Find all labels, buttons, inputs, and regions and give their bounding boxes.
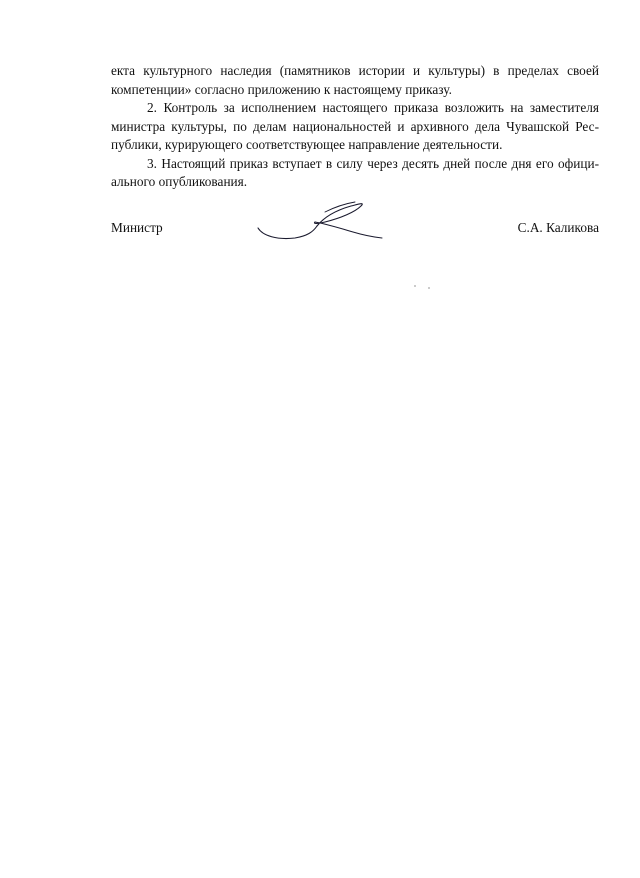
paragraph-2 [111,99,599,155]
scan-speck [414,285,416,287]
paragraph-line: публики, курирующего соответствующее направление деятельности. [111,137,503,152]
paragraph-line: 2. Контроль за исполнением настоящего приказа возложить на заместителя [147,100,599,115]
scan-speck [428,287,430,289]
document-body [111,62,599,192]
paragraph-line: ального опубликования. [111,174,248,189]
paragraph-3 [111,155,599,192]
handwritten-signature [255,198,387,244]
paragraph-line: екта культурного наследия (памятников истории и культуры) в пределах своей [111,63,599,78]
paragraph-line: компетенции» согласно приложению к настоящему приказу. [111,81,452,97]
signatory-title: Министр [111,220,163,235]
signatory-name: С.А. Каликова [517,220,599,235]
paragraph-line: 3. Настоящий приказ вступает в силу через десять дней после дня его офици- [147,155,599,171]
paragraph-1 [111,62,599,99]
paragraph-line: министра культуры, по делам национальностей и архивного дела Чувашской Рес- [111,118,599,134]
